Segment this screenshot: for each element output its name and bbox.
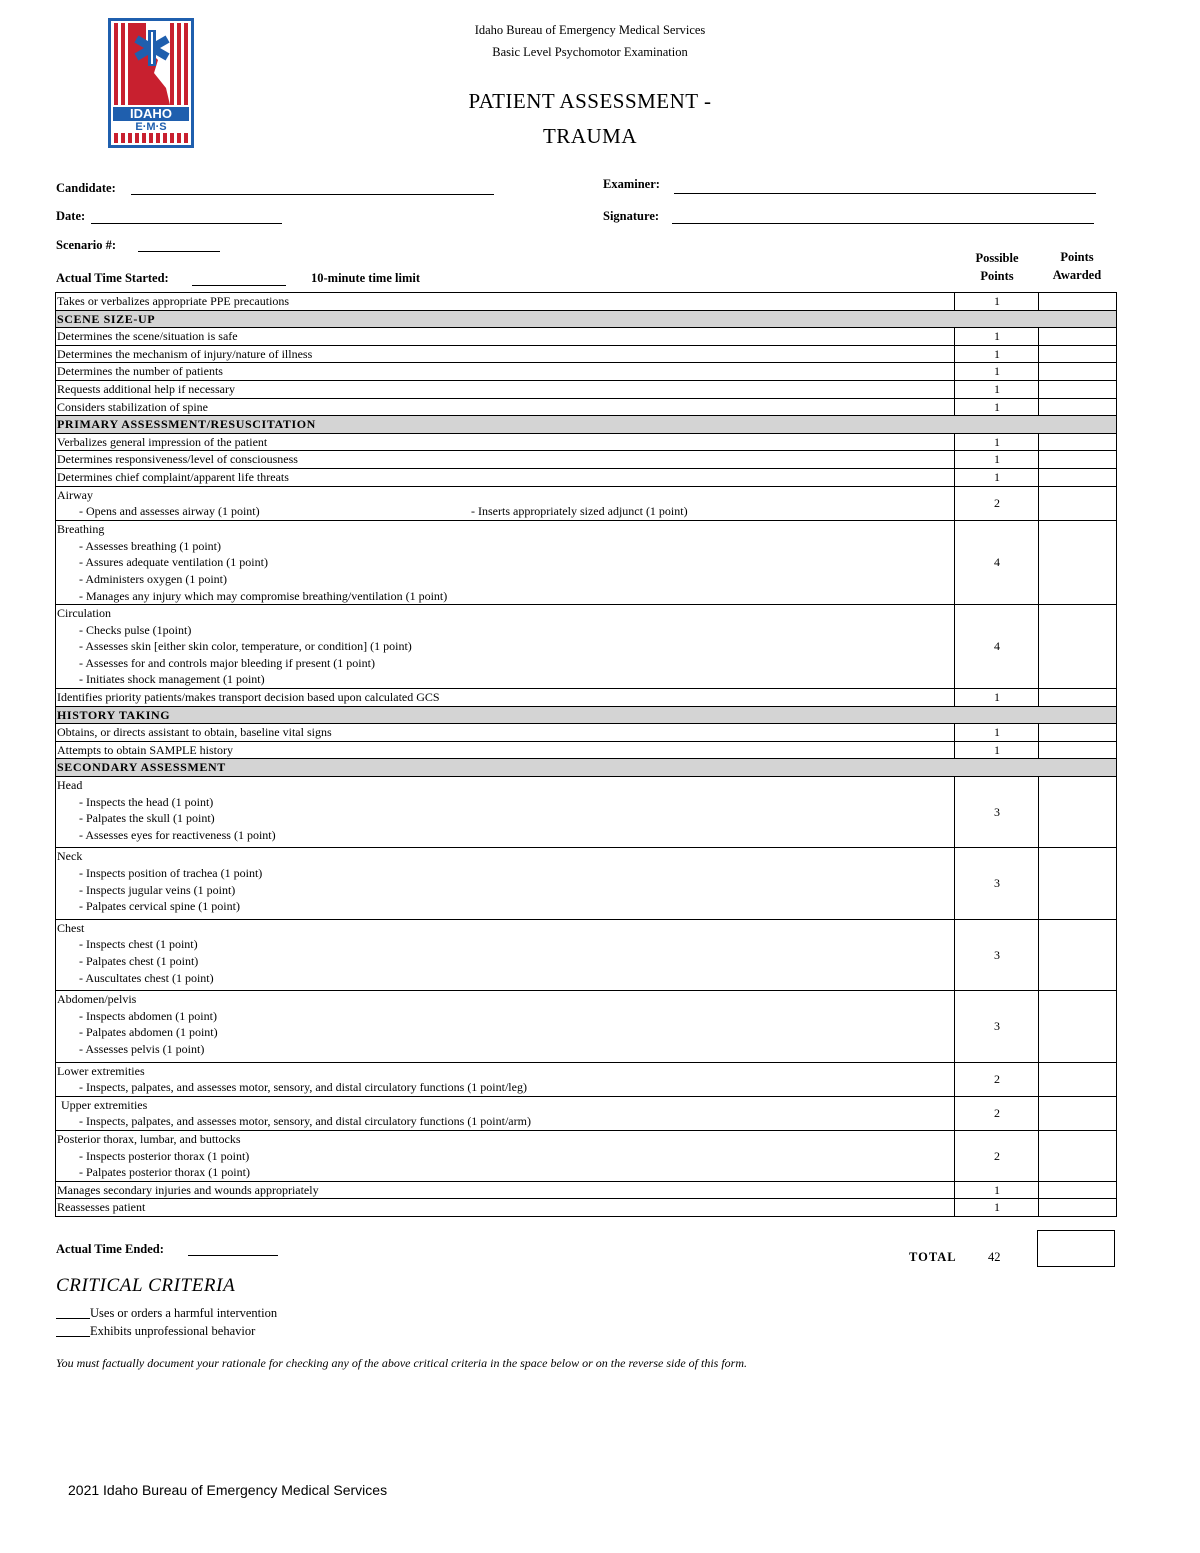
awarded-cell[interactable] (1039, 689, 1117, 707)
possible-points: 4 (955, 605, 1039, 689)
possible-points: 3 (955, 991, 1039, 1062)
row-text: Considers stabilization of spine (56, 398, 955, 416)
critical-note: You must factually document your rationale for checking any of the above critical criteria in the space below or on the reverse side of this form. (56, 1356, 747, 1370)
footer-text: 2021 Idaho Bureau of Emergency Medical Services (68, 1482, 388, 1498)
awarded-cell[interactable] (1039, 724, 1117, 742)
row-text: Reassesses patient (56, 1199, 955, 1217)
spacer (57, 1058, 954, 1062)
chest-title: Chest (57, 920, 85, 935)
possible-points: 3 (955, 848, 1039, 919)
table-row (56, 433, 1117, 451)
awarded-cell[interactable] (1039, 741, 1117, 759)
candidate-label: Candidate: (56, 181, 116, 195)
awarded-cell[interactable] (1039, 1181, 1117, 1199)
possible-points: 3 (955, 777, 1039, 848)
scenario-label: Scenario #: (56, 238, 117, 252)
awarded-cell[interactable] (1039, 605, 1117, 689)
breathing-cell (56, 521, 955, 605)
table-row-neck (56, 848, 1117, 919)
head-title: Head (57, 778, 83, 793)
upper-cell (56, 1096, 955, 1130)
awarded-cell[interactable] (1039, 1062, 1117, 1096)
row-text: Determines the mechanism of injury/nature of illness (56, 345, 955, 363)
critical-criteria-title: CRITICAL CRITERIA (56, 1275, 236, 1296)
awarded-cell[interactable] (1039, 433, 1117, 451)
awarded-cell[interactable] (1039, 521, 1117, 605)
airway-item: - Inserts appropriately sized adjunct (1 point) (471, 504, 688, 519)
critical-item-1[interactable] (56, 1306, 277, 1321)
upper-title: Upper extremities (61, 1097, 148, 1112)
possible-points: 1 (955, 433, 1039, 451)
section-row (56, 416, 1117, 434)
awarded-cell[interactable] (1039, 848, 1117, 919)
possible-points: 1 (955, 1199, 1039, 1217)
head-item: - Inspects the head (1 point) (79, 794, 214, 809)
critical-item-2[interactable] (56, 1324, 255, 1339)
abdomen-cell (56, 991, 955, 1062)
row-text: Takes or verbalizes appropriate PPE precautions (56, 293, 955, 311)
total-awarded-box[interactable] (1037, 1230, 1115, 1267)
possible-points: 1 (955, 741, 1039, 759)
possible-header-line2: Points (980, 269, 1014, 283)
possible-points: 1 (955, 451, 1039, 469)
examiner-field[interactable] (674, 193, 1096, 194)
breathing-item: - Assesses breathing (1 point) (79, 538, 221, 553)
breathing-item: - Assures adequate ventilation (1 point) (79, 555, 268, 570)
chest-item: - Auscultates chest (1 point) (79, 970, 214, 985)
section-row (56, 759, 1117, 777)
row-text: Determines the scene/situation is safe (56, 328, 955, 346)
possible-points: 2 (955, 1096, 1039, 1130)
possible-points: 2 (955, 1062, 1039, 1096)
chest-cell (56, 919, 955, 990)
abdomen-item: - Inspects abdomen (1 point) (79, 1008, 217, 1023)
logo-text-ems: E·M·S (135, 121, 167, 133)
signature-label: Signature: (603, 209, 660, 223)
awarded-cell[interactable] (1039, 363, 1117, 381)
possible-points: 2 (955, 1130, 1039, 1181)
airway-items (57, 503, 954, 520)
awarded-cell[interactable] (1039, 486, 1117, 521)
row-text: Manages secondary injuries and wounds appropriately (56, 1181, 955, 1199)
logo-text-idaho: IDAHO (130, 106, 172, 121)
table-row (56, 1181, 1117, 1199)
table-row (56, 398, 1117, 416)
table-row (56, 451, 1117, 469)
circulation-item: - Initiates shock management (1 point) (79, 672, 265, 687)
table-row (56, 741, 1117, 759)
breathing-item: - Administers oxygen (1 point) (79, 571, 227, 586)
section-row (56, 310, 1117, 328)
row-text: Attempts to obtain SAMPLE history (56, 741, 955, 759)
row-text: Verbalizes general impression of the patient (56, 433, 955, 451)
table-row (56, 1199, 1117, 1217)
table-row-circulation (56, 605, 1117, 689)
possible-points: 2 (955, 486, 1039, 521)
airway-title: Airway (57, 487, 93, 502)
awarded-cell[interactable] (1039, 1130, 1117, 1181)
head-item: - Assesses eyes for reactiveness (1 point) (79, 827, 276, 842)
section-secondary-assessment: SECONDARY ASSESSMENT (56, 759, 1117, 777)
possible-points: 1 (955, 689, 1039, 707)
posterior-item: - Palpates posterior thorax (1 point) (79, 1165, 250, 1180)
abdomen-item: - Assesses pelvis (1 point) (79, 1041, 205, 1056)
awarded-cell[interactable] (1039, 919, 1117, 990)
awarded-cell[interactable] (1039, 1096, 1117, 1130)
neck-item: - Palpates cervical spine (1 point) (79, 899, 240, 914)
section-row (56, 706, 1117, 724)
table-row-lower-extremities (56, 1062, 1117, 1096)
neck-item: - Inspects jugular veins (1 point) (79, 882, 236, 897)
awarded-cell[interactable] (1039, 398, 1117, 416)
spacer (57, 915, 954, 919)
table-row-airway (56, 486, 1117, 521)
critical-item-text: Uses or orders a harmful intervention (90, 1306, 278, 1320)
table-row-head (56, 777, 1117, 848)
time-limit-label: 10-minute time limit (311, 271, 421, 285)
awarded-cell[interactable] (1039, 468, 1117, 486)
awarded-header-line1: Points (1060, 250, 1094, 264)
time-ended-field[interactable] (188, 1255, 278, 1256)
table-row (56, 363, 1117, 381)
table-row (56, 380, 1117, 398)
abdomen-item: - Palpates abdomen (1 point) (79, 1025, 218, 1040)
assessment-table (55, 292, 1117, 1217)
breathing-title: Breathing (57, 522, 105, 537)
neck-cell (56, 848, 955, 919)
table-row (56, 293, 1117, 311)
awarded-cell[interactable] (1039, 991, 1117, 1062)
page-title-line1: PATIENT ASSESSMENT - (468, 89, 712, 113)
table-row-breathing (56, 521, 1117, 605)
possible-points-header (955, 249, 1039, 285)
row-text: Determines the number of patients (56, 363, 955, 381)
possible-points: 1 (955, 398, 1039, 416)
circulation-cell (56, 605, 955, 689)
section-scene-size-up: SCENE SIZE-UP (56, 310, 1117, 328)
date-label: Date: (56, 209, 86, 223)
row-text: Identifies priority patients/makes transport decision based upon calculated GCS (56, 689, 955, 707)
chest-item: - Palpates chest (1 point) (79, 953, 199, 968)
possible-points: 1 (955, 293, 1039, 311)
time-started-label: Actual Time Started: (56, 271, 169, 285)
time-ended-label: Actual Time Ended: (56, 1242, 164, 1256)
date-field[interactable] (91, 223, 282, 224)
exam-name: Basic Level Psychomotor Examination (492, 45, 688, 59)
neck-title: Neck (57, 849, 83, 864)
table-row (56, 345, 1117, 363)
candidate-field[interactable] (131, 194, 494, 195)
circulation-item: - Assesses skin [either skin color, temperature, or condition] (1 point) (79, 639, 412, 654)
awarded-cell[interactable] (1039, 293, 1117, 311)
table-row-chest (56, 919, 1117, 990)
possible-points: 1 (955, 1181, 1039, 1199)
possible-points: 1 (955, 724, 1039, 742)
breathing-item: - Manages any injury which may compromise breathing/ventilation (1 point) (79, 588, 448, 603)
org-name: Idaho Bureau of Emergency Medical Services (474, 23, 706, 37)
row-text: Determines chief complaint/apparent life threats (56, 468, 955, 486)
critical-item-text: Exhibits unprofessional behavior (90, 1324, 256, 1338)
signature-field[interactable] (672, 223, 1094, 224)
possible-points: 3 (955, 919, 1039, 990)
critical-check-1[interactable] (56, 1306, 90, 1319)
upper-item: - Inspects, palpates, and assesses motor, sensory, and distal circulatory functions (1 point/arm) (79, 1114, 531, 1129)
awarded-cell[interactable] (1039, 345, 1117, 363)
possible-points: 4 (955, 521, 1039, 605)
circulation-title: Circulation (57, 606, 111, 621)
airway-item: - Opens and assesses airway (1 point) (79, 504, 260, 519)
table-row (56, 328, 1117, 346)
circulation-item: - Checks pulse (1point) (79, 622, 192, 637)
abdomen-title: Abdomen/pelvis (57, 992, 137, 1007)
spacer (57, 843, 954, 847)
scenario-field[interactable] (138, 251, 220, 252)
table-row-abdomen (56, 991, 1117, 1062)
awarded-cell[interactable] (1039, 777, 1117, 848)
posterior-item: - Inspects posterior thorax (1 point) (79, 1148, 250, 1163)
posterior-title: Posterior thorax, lumbar, and buttocks (57, 1131, 241, 1146)
row-text: Determines responsiveness/level of consciousness (56, 451, 955, 469)
points-awarded-header (1038, 248, 1116, 284)
possible-points: 1 (955, 363, 1039, 381)
possible-points: 1 (955, 380, 1039, 398)
lower-title: Lower extremities (57, 1063, 145, 1078)
awarded-cell[interactable] (1039, 451, 1117, 469)
lower-item: - Inspects, palpates, and assesses motor, sensory, and distal circulatory functions (1 point/leg) (79, 1080, 527, 1095)
posterior-cell (56, 1130, 955, 1181)
head-cell (56, 777, 955, 848)
page-title-line2: TRAUMA (542, 124, 637, 148)
airway-cell (56, 486, 955, 521)
awarded-cell[interactable] (1039, 1199, 1117, 1217)
circulation-item: - Assesses for and controls major bleeding if present (1 point) (79, 655, 375, 670)
possible-points: 1 (955, 328, 1039, 346)
table-row (56, 468, 1117, 486)
section-primary-assessment: PRIMARY ASSESSMENT/RESUSCITATION (56, 416, 1117, 434)
spacer (57, 986, 954, 990)
possible-header-line1: Possible (975, 251, 1019, 265)
time-started-field[interactable] (192, 285, 286, 286)
section-history-taking: HISTORY TAKING (56, 706, 1117, 724)
neck-item: - Inspects position of trachea (1 point) (79, 866, 263, 880)
table-row-upper-extremities (56, 1096, 1117, 1130)
examiner-label: Examiner: (603, 177, 660, 191)
head-item: - Palpates the skull (1 point) (79, 811, 215, 826)
awarded-cell[interactable] (1039, 380, 1117, 398)
possible-points: 1 (955, 345, 1039, 363)
awarded-cell[interactable] (1039, 328, 1117, 346)
total-value: 42 (988, 1250, 1001, 1264)
lower-cell (56, 1062, 955, 1096)
total-label: TOTAL (909, 1250, 957, 1264)
critical-check-2[interactable] (56, 1324, 90, 1337)
table-row (56, 724, 1117, 742)
awarded-header-line2: Awarded (1052, 268, 1102, 282)
chest-item: - Inspects chest (1 point) (79, 937, 198, 952)
table-row (56, 689, 1117, 707)
possible-points: 1 (955, 468, 1039, 486)
table-row-posterior (56, 1130, 1117, 1181)
row-text: Obtains, or directs assistant to obtain, baseline vital signs (56, 724, 955, 742)
row-text: Requests additional help if necessary (56, 380, 955, 398)
